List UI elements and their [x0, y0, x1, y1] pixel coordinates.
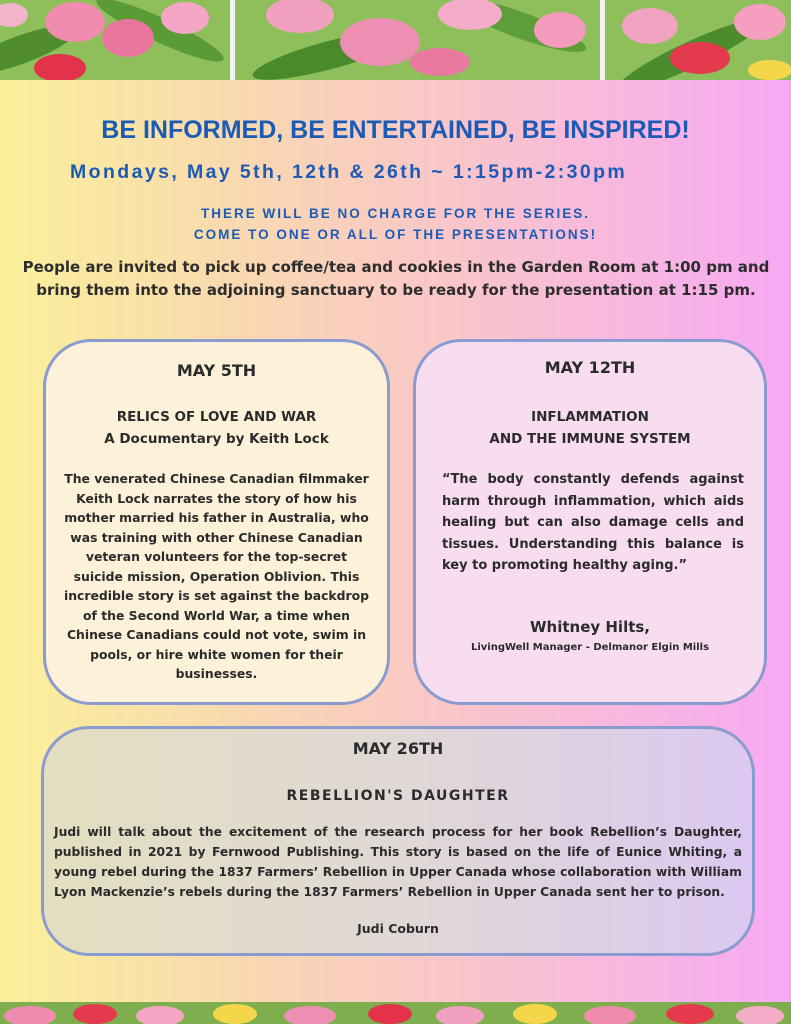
session-quote: “The body constantly defends against harm through inflammation, which aids healing but can also damage cells and tissues. Understanding this balance is key to promoting healthy aging.” — [442, 472, 744, 573]
no-charge-notice: THERE WILL BE NO CHARGE FOR THE SERIES. — [200, 206, 591, 221]
session-date: MAY 5TH — [176, 361, 257, 380]
session-title-line2: AND THE IMMUNE SYSTEM — [489, 431, 691, 447]
session-description: Judi will talk about the excitement of the research process for her book Rebellion’s Daughter, published in 2021 by Fernwood Publishing. This story is based on the life of Eunice Whiting, a young rebel during the 1837 Farmers’ Rebellion in Upper Canada whose collaboration with William Lyon Mackenzie’s rebels during the 1837 Farmers’ Rebellion in Upper Canada sent her to prison. — [54, 825, 742, 899]
headline: BE INFORMED, BE ENTERTAINED, BE INSPIRED! — [101, 116, 690, 144]
intro-paragraph: People are invited to pick up coffee/tea and cookies in the Garden Room at 1:00 pm and bring them into the adjoining sanctuary to be ready for the presentation at 1:15 pm. — [22, 258, 770, 299]
session-card-may-26 — [41, 726, 755, 956]
speaker-name: Judi Coburn — [357, 921, 439, 936]
session-card-may-5 — [43, 339, 390, 705]
session-title-line2: A Documentary by Keith Lock — [104, 431, 329, 447]
attend-notice: COME TO ONE OR ALL OF THE PRESENTATIONS! — [193, 227, 598, 242]
session-title: REBELLION'S DAUGHTER — [286, 788, 510, 804]
tulip-banner-top — [0, 0, 791, 80]
speaker-name: Whitney Hilts, — [529, 618, 651, 636]
session-title-line1: INFLAMMATION — [531, 409, 649, 425]
series-dates: Mondays, May 5th, 12th & 26th ~ 1:15pm-2:30pm — [70, 161, 628, 183]
speaker-role: LivingWell Manager - Delmanor Elgin Mills — [470, 642, 710, 653]
session-title — [46, 406, 387, 450]
tulip-banner-bottom — [0, 1002, 791, 1024]
session-date: MAY 26TH — [352, 739, 444, 758]
tulip-photo-top — [0, 0, 791, 80]
session-date: MAY 12TH — [544, 358, 636, 377]
session-title — [416, 406, 764, 450]
tulip-photo-bottom — [0, 1002, 791, 1024]
session-title-line1: RELICS OF LOVE AND WAR — [116, 409, 317, 425]
session-card-may-12 — [413, 339, 767, 705]
session-description: The venerated Chinese Canadian filmmaker Keith Lock narrates the story of how his mother married his father in Australia, who was training with other Chinese Canadian veteran volunteers for the top-secret suicide mission, Operation Oblivion. This incredible story is set against the backdrop of the Second World War, a time when Chinese Canadians could not vote, swim in pools, or hire white women for their businesses. — [63, 471, 370, 681]
